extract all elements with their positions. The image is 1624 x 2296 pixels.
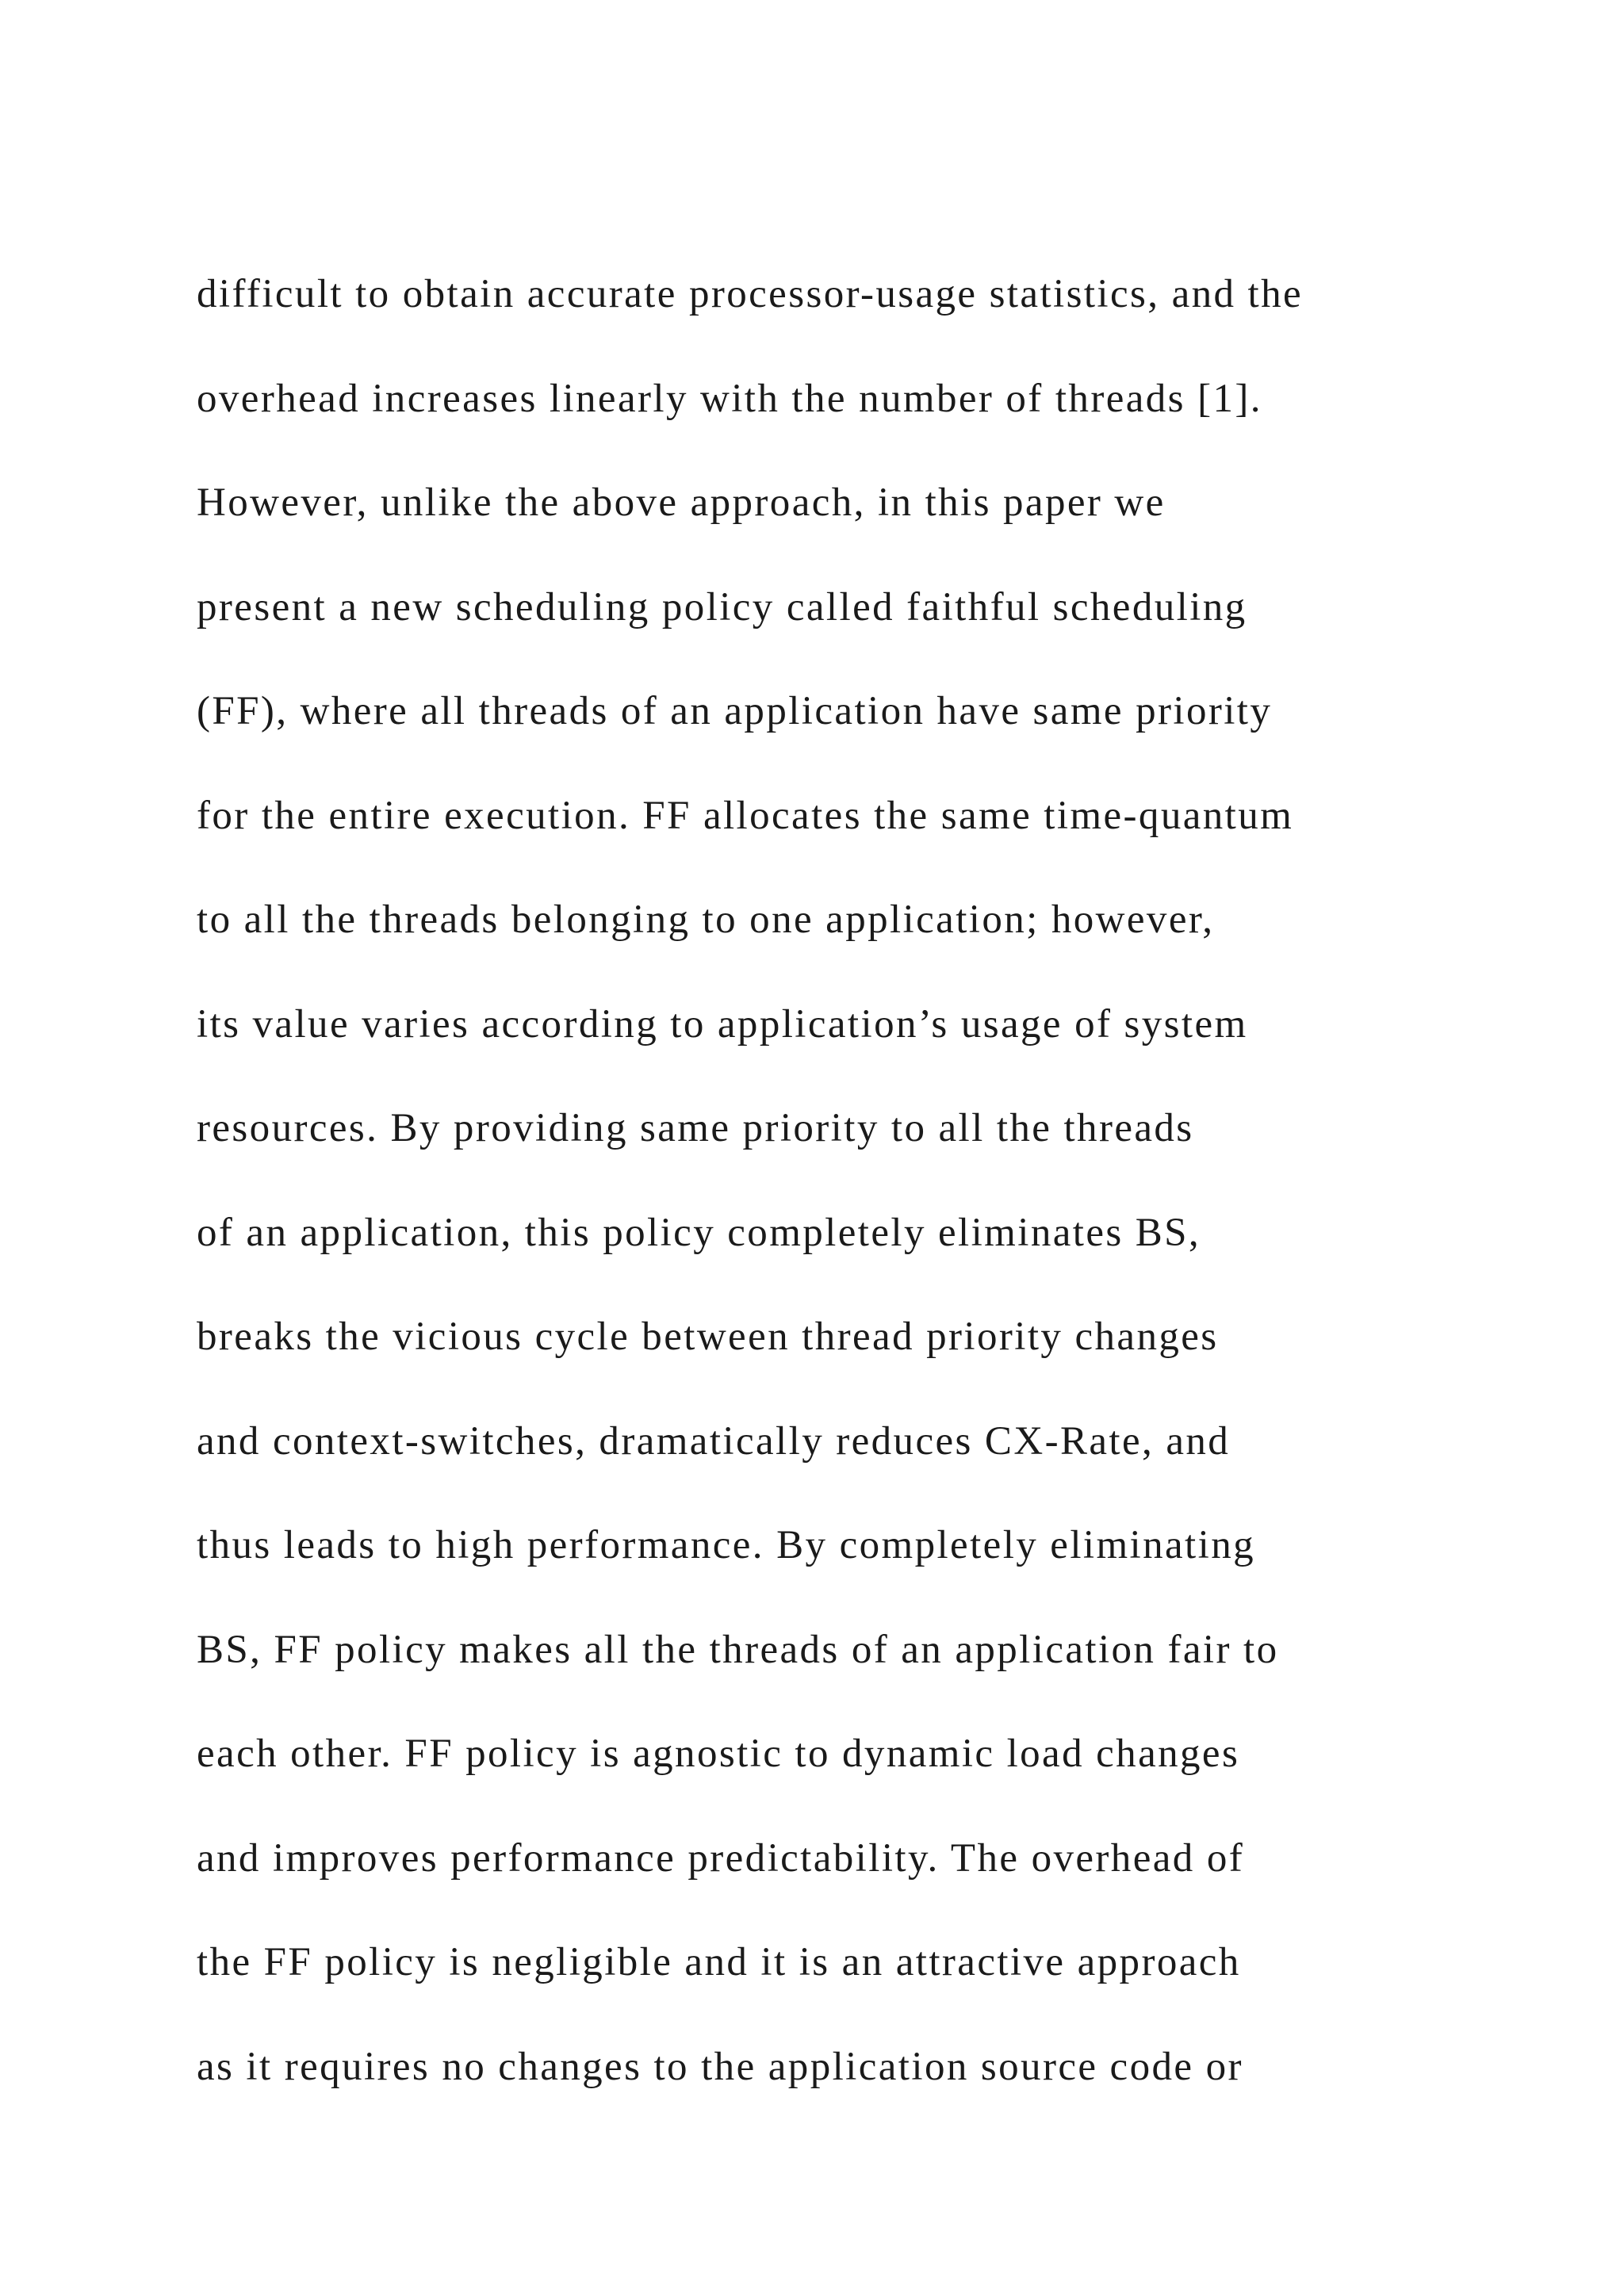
text-line: its value varies according to application’s usage of system	[197, 1001, 1248, 1047]
text-line: overhead increases linearly with the number of threads [1].	[197, 376, 1262, 421]
text-line: present a new scheduling policy called faithful scheduling	[197, 584, 1247, 629]
text-line: (FF), where all threads of an application have same priority	[197, 689, 1273, 733]
text-line: as it requires no changes to the application source code or	[197, 2044, 1243, 2089]
text-line: and improves performance predictability. The overhead of	[197, 1835, 1245, 1881]
text-line: to all the threads belonging to one application; however,	[197, 897, 1215, 942]
text-line: and context-switches, dramatically reduces CX-Rate, and	[197, 1418, 1231, 1464]
text-line: for the entire execution. FF allocates the same time-quantum	[197, 793, 1294, 838]
text-line: breaks the vicious cycle between thread priority changes	[197, 1314, 1219, 1359]
text-line: the FF policy is negligible and it is an attractive approach	[197, 1940, 1241, 1984]
text-line: of an application, this policy completely eliminates BS,	[197, 1210, 1201, 1255]
text-line: However, unlike the above approach, in this paper we	[197, 480, 1166, 525]
text-line: thus leads to high performance. By completely eliminating	[197, 1523, 1256, 1567]
body-paragraph	[197, 243, 1592, 2119]
text-line: resources. By providing same priority to all the threads	[197, 1106, 1194, 1150]
text-line: BS, FF policy makes all the threads of an application fair to	[197, 1627, 1279, 1672]
text-line: each other. FF policy is agnostic to dynamic load changes	[197, 1732, 1240, 1776]
text-line: difficult to obtain accurate processor-usage statistics, and the	[197, 272, 1304, 316]
